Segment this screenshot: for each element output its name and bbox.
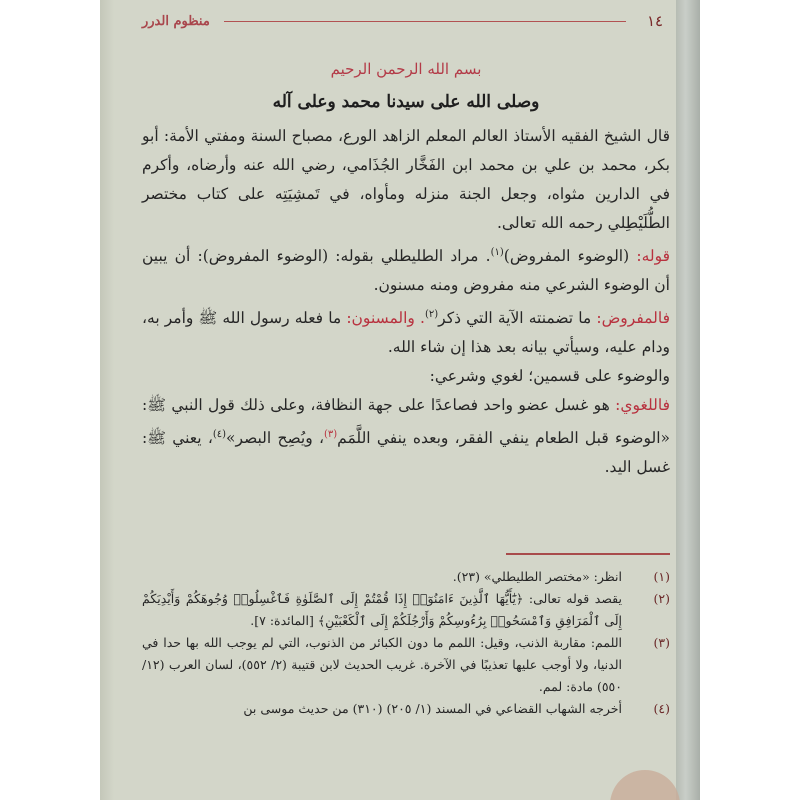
mafrud-paragraph [142, 300, 670, 362]
book-page [100, 0, 700, 800]
masnun-label: . والمسنون: [346, 309, 425, 328]
lughawi-text-1: هو غسل عضو واحد فصاعدًا على جهة النظافة، وعلى ذلك قول النبي ﷺ: «الوضوء قبل الطعام ينفي الفقر، وبعده ينفي اللَّمَم [142, 396, 670, 448]
qawluhu-quote: (الوضوء المفروض) [503, 247, 630, 266]
footnote-4 [142, 698, 670, 720]
header-rule [224, 21, 626, 22]
main-text [142, 122, 670, 482]
salutation-heading: وصلى الله على سيدنا محمد وعلى آله [272, 92, 540, 112]
lughawi-label: فاللغوي: [615, 396, 670, 415]
footnote-separator [506, 553, 670, 555]
footnote-ref-1: (١) [490, 247, 504, 258]
footnote-number: (٤) [653, 701, 670, 716]
footnote-ref-4: (٤) [212, 429, 227, 441]
footnotes [142, 566, 670, 720]
footnote-3 [142, 632, 670, 698]
footnote-number: (٢) [653, 591, 670, 606]
mafrud-label: فالمفروض: [596, 309, 670, 328]
page-edge [100, 0, 114, 800]
footnote-number: (٣) [653, 635, 670, 650]
intro-paragraph: قال الشيخ الفقيه الأستاذ العالم المعلم الزاهد الورع، مصباح السنة ومفتي الأمة: أبو بكر، محمد بن علي بن محمد ابن الفَخَّار الجُذَامي، رضي الله عنه وأرضاه، وأكرم في الدارين مثواه، وجعل الجنة منزله ومأواه، في تَمشِيَتِه على كتاب مختصر الطُّلَيْطِلي رحمه الله تعالى. [142, 127, 670, 232]
footnote-1 [142, 566, 670, 588]
qawluhu-label: قوله: [636, 247, 671, 266]
footnote-text: أخرجه الشهاب القضاعي في المسند (١/ ٢٠٥) (٣١٠) من حديث موسى بن [243, 701, 622, 716]
footnote-ref-3: (٣) [323, 429, 338, 441]
footnote-ref-2: (٢) [424, 309, 439, 321]
footnote-number: (١) [653, 569, 670, 584]
basmala: بسم الله الرحمن الرحيم [330, 60, 482, 78]
book-spine [676, 0, 700, 800]
mafrud-text: ما تضمنته الآية التي ذكر [438, 309, 597, 328]
lughawi-paragraph [142, 391, 670, 482]
qawluhu-paragraph [142, 238, 670, 300]
footnote-2 [142, 588, 670, 632]
lughawi-text-2: ، ويُصِح البصر» [226, 429, 324, 448]
page-content [142, 0, 670, 800]
running-header [142, 10, 670, 32]
masnun-text: ما فعله رسول الله ﷺ وأمر به، ودام عليه، وسيأتي بيانه بعد هذا إن شاء الله. [142, 309, 670, 357]
footnote-text: انظر: «مختصر الطليطلي» (٢٣). [452, 569, 622, 584]
running-title: منظوم الدرر [142, 13, 210, 29]
footnote-text: يقصد قوله تعالى: ﴿يَٰٓأَيُّهَا ٱلَّذِينَ ءَامَنُوٓا۟ إِذَا قُمْتُمْ إِلَى ٱلصَّلَوٰةِ فَٱغْسِلُوا۟ وُجُوهَكُمْ وَأَيْدِيَكُمْ إِلَى ٱلْمَرَافِقِ وَٱمْسَحُوا۟ بِرُءُوسِكُمْ وَأَرْجُلَكُمْ إِلَى ٱلْكَعْبَيْنِ﴾ [المائدة: ٧]. [142, 591, 622, 628]
footnote-text: اللمم: مقاربة الذنب، وقيل: اللمم ما دون الكبائر من الذنوب، التي لم يوجب الله بها حدا في الدنيا، ولا أوجب عليها تعذيبًا في الآخرة. غريب الحديث لابن قتيبة (٢/ ٥٥٢)، لسان العرب (١٢/ ٥٥٠) مادة: لمم. [142, 635, 622, 694]
lughawi-text-3: ، يعني ﷺ: غسل اليد. [142, 429, 670, 477]
division-paragraph: والوضوء على قسمين؛ لغوي وشرعي: [429, 367, 670, 386]
qawluhu-text: . مراد الطليطلي بقوله: (الوضوء المفروض): أن يبين أن الوضوء الشرعي منه مفروض ومنه مسنون. [142, 247, 670, 295]
page-number: ١٤ [646, 12, 664, 30]
